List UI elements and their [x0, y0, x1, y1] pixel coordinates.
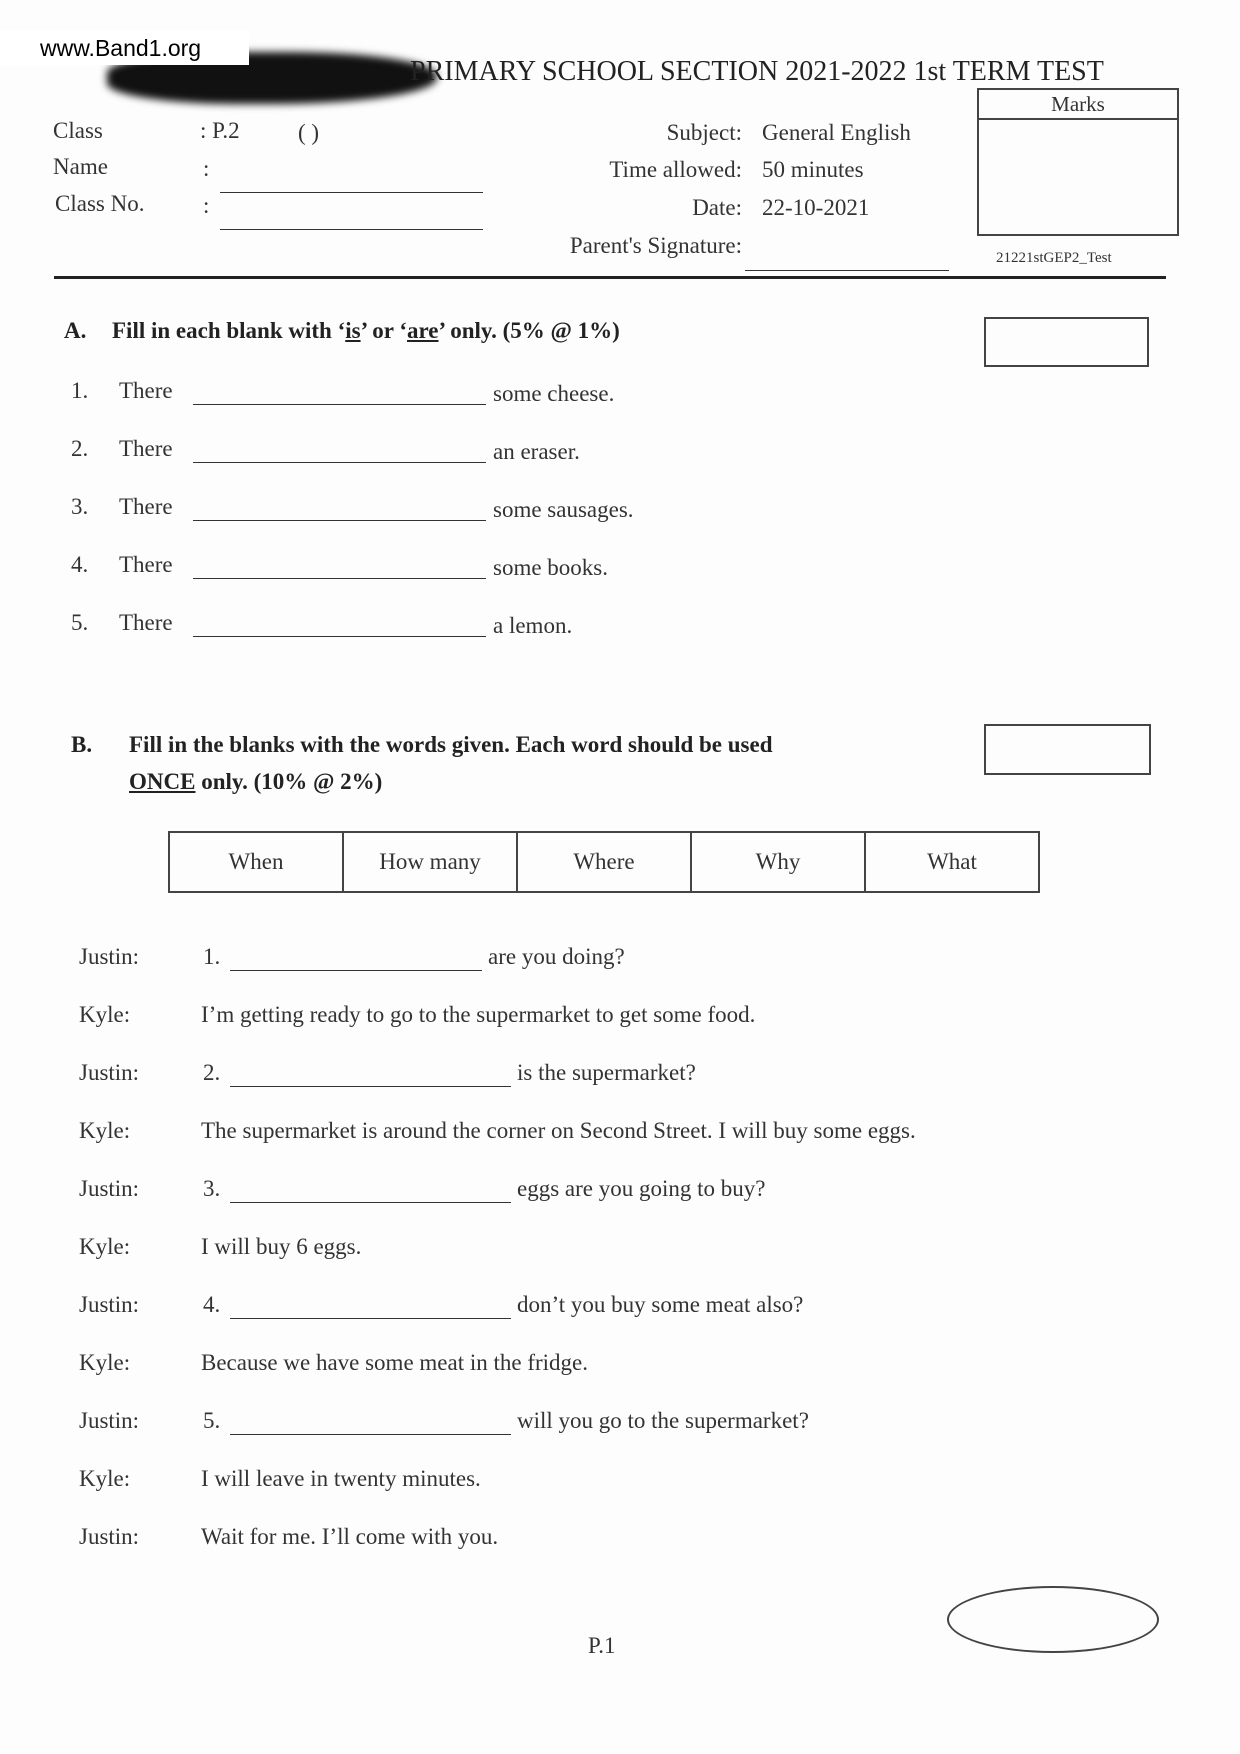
- instr-post: ’ only. (5% @ 1%): [438, 318, 620, 343]
- marks-label: Marks: [979, 90, 1177, 120]
- blank-number: 3.: [203, 1176, 221, 1201]
- name-colon: :: [203, 156, 210, 181]
- dialogue-text: will you go to the supermarket?: [517, 1408, 809, 1433]
- answer-blank[interactable]: [193, 636, 486, 637]
- item-suffix: a lemon.: [493, 613, 573, 638]
- section-b-instructions-1: Fill in the blanks with the words given. Each word should be used: [129, 732, 773, 757]
- blank-number: 2.: [203, 1060, 221, 1085]
- item-number: 2.: [71, 436, 89, 461]
- class-label: Class: [53, 118, 103, 143]
- speaker-label: Justin:: [79, 1524, 140, 1549]
- time-value: 50 minutes: [762, 157, 864, 182]
- speaker-label: Justin:: [79, 1408, 140, 1433]
- blank-number: 4.: [203, 1292, 221, 1317]
- section-b-score-box: [984, 724, 1151, 775]
- signature-label: Parent's Signature:: [569, 233, 742, 258]
- time-label: Time allowed:: [609, 157, 742, 182]
- dialogue-text: Wait for me. I’ll come with you.: [201, 1524, 499, 1549]
- page-number: P.1: [588, 1633, 616, 1658]
- word-cell: What: [864, 831, 1040, 893]
- instr-mid: ’ or ‘: [360, 318, 407, 343]
- dialogue-text: Because we have some meat in the fridge.: [201, 1350, 589, 1375]
- speaker-label: Justin:: [79, 1292, 140, 1317]
- speaker-label: Kyle:: [79, 1002, 131, 1027]
- dialogue-text: eggs are you going to buy?: [517, 1176, 766, 1201]
- dialogue-text: I will leave in twenty minutes.: [201, 1466, 481, 1491]
- classno-label: Class No.: [55, 191, 145, 216]
- answer-blank[interactable]: [230, 970, 482, 971]
- word-cell: When: [168, 831, 342, 893]
- section-b-letter: B.: [71, 732, 93, 757]
- speaker-label: Kyle:: [79, 1466, 131, 1491]
- section-a-score-box: [984, 317, 1149, 367]
- item-suffix: some books.: [493, 555, 608, 580]
- class-value: : P.2: [200, 118, 240, 143]
- section-a-letter: A.: [64, 318, 87, 343]
- name-label: Name: [53, 154, 108, 179]
- speaker-label: Justin:: [79, 1060, 140, 1085]
- item-suffix: some cheese.: [493, 381, 615, 406]
- blank-number: 1.: [203, 944, 221, 969]
- word-cell: How many: [342, 831, 516, 893]
- dialogue-text: don’t you buy some meat also?: [517, 1292, 804, 1317]
- item-number: 1.: [71, 378, 89, 403]
- subject-label: Subject:: [666, 120, 742, 145]
- page-title: PRIMARY SCHOOL SECTION 2021-2022 1st TERM TEST: [410, 56, 1104, 87]
- dialogue-text: I will buy 6 eggs.: [201, 1234, 362, 1259]
- watermark: www.Band1.org: [0, 31, 249, 65]
- subject-value: General English: [762, 120, 911, 145]
- test-code: 21221stGEP2_Test: [996, 250, 1112, 266]
- answer-blank[interactable]: [193, 462, 486, 463]
- item-prefix: There: [119, 378, 173, 403]
- dialogue-text: I’m getting ready to go to the supermarket to get some food.: [201, 1002, 756, 1027]
- item-number: 4.: [71, 552, 89, 577]
- item-prefix: There: [119, 552, 173, 577]
- word-cell: Where: [516, 831, 690, 893]
- answer-blank[interactable]: [193, 520, 486, 521]
- item-number: 3.: [71, 494, 89, 519]
- date-label: Date:: [692, 195, 742, 220]
- signature-field[interactable]: [745, 270, 949, 271]
- header-rule: [54, 276, 1166, 279]
- speaker-label: Justin:: [79, 1176, 140, 1201]
- answer-blank[interactable]: [230, 1086, 511, 1087]
- section-a-instructions: [112, 318, 620, 344]
- marks-box: [977, 88, 1179, 236]
- date-value: 22-10-2021: [762, 195, 870, 220]
- item-number: 5.: [71, 610, 89, 635]
- answer-blank[interactable]: [230, 1318, 511, 1319]
- section-b-instructions-2: [129, 769, 382, 795]
- item-prefix: There: [119, 494, 173, 519]
- dialogue-text: The supermarket is around the corner on Second Street. I will buy some eggs.: [201, 1118, 916, 1143]
- dialogue-text: is the supermarket?: [517, 1060, 696, 1085]
- word-cell: Why: [690, 831, 864, 893]
- item-suffix: some sausages.: [493, 497, 634, 522]
- speaker-label: Kyle:: [79, 1234, 131, 1259]
- speaker-label: Kyle:: [79, 1350, 131, 1375]
- score-oval: [947, 1586, 1159, 1653]
- word-are: are: [406, 318, 439, 343]
- item-prefix: There: [119, 610, 173, 635]
- answer-blank[interactable]: [230, 1434, 511, 1435]
- instr-pre: Fill in each blank with ‘: [112, 318, 346, 343]
- speaker-label: Kyle:: [79, 1118, 131, 1143]
- classno-colon: :: [203, 193, 210, 218]
- word-is: is: [345, 318, 361, 343]
- word-once: ONCE: [129, 769, 196, 794]
- item-suffix: an eraser.: [493, 439, 580, 464]
- classno-field[interactable]: [220, 229, 483, 230]
- answer-blank[interactable]: [193, 404, 486, 405]
- speaker-label: Justin:: [79, 944, 140, 969]
- name-field[interactable]: [220, 192, 483, 193]
- class-paren: ( ): [298, 120, 320, 145]
- blank-number: 5.: [203, 1408, 221, 1433]
- answer-blank[interactable]: [193, 578, 486, 579]
- answer-blank[interactable]: [230, 1202, 511, 1203]
- dialogue-text: are you doing?: [488, 944, 625, 969]
- instr2: only. (10% @ 2%): [195, 769, 383, 794]
- item-prefix: There: [119, 436, 173, 461]
